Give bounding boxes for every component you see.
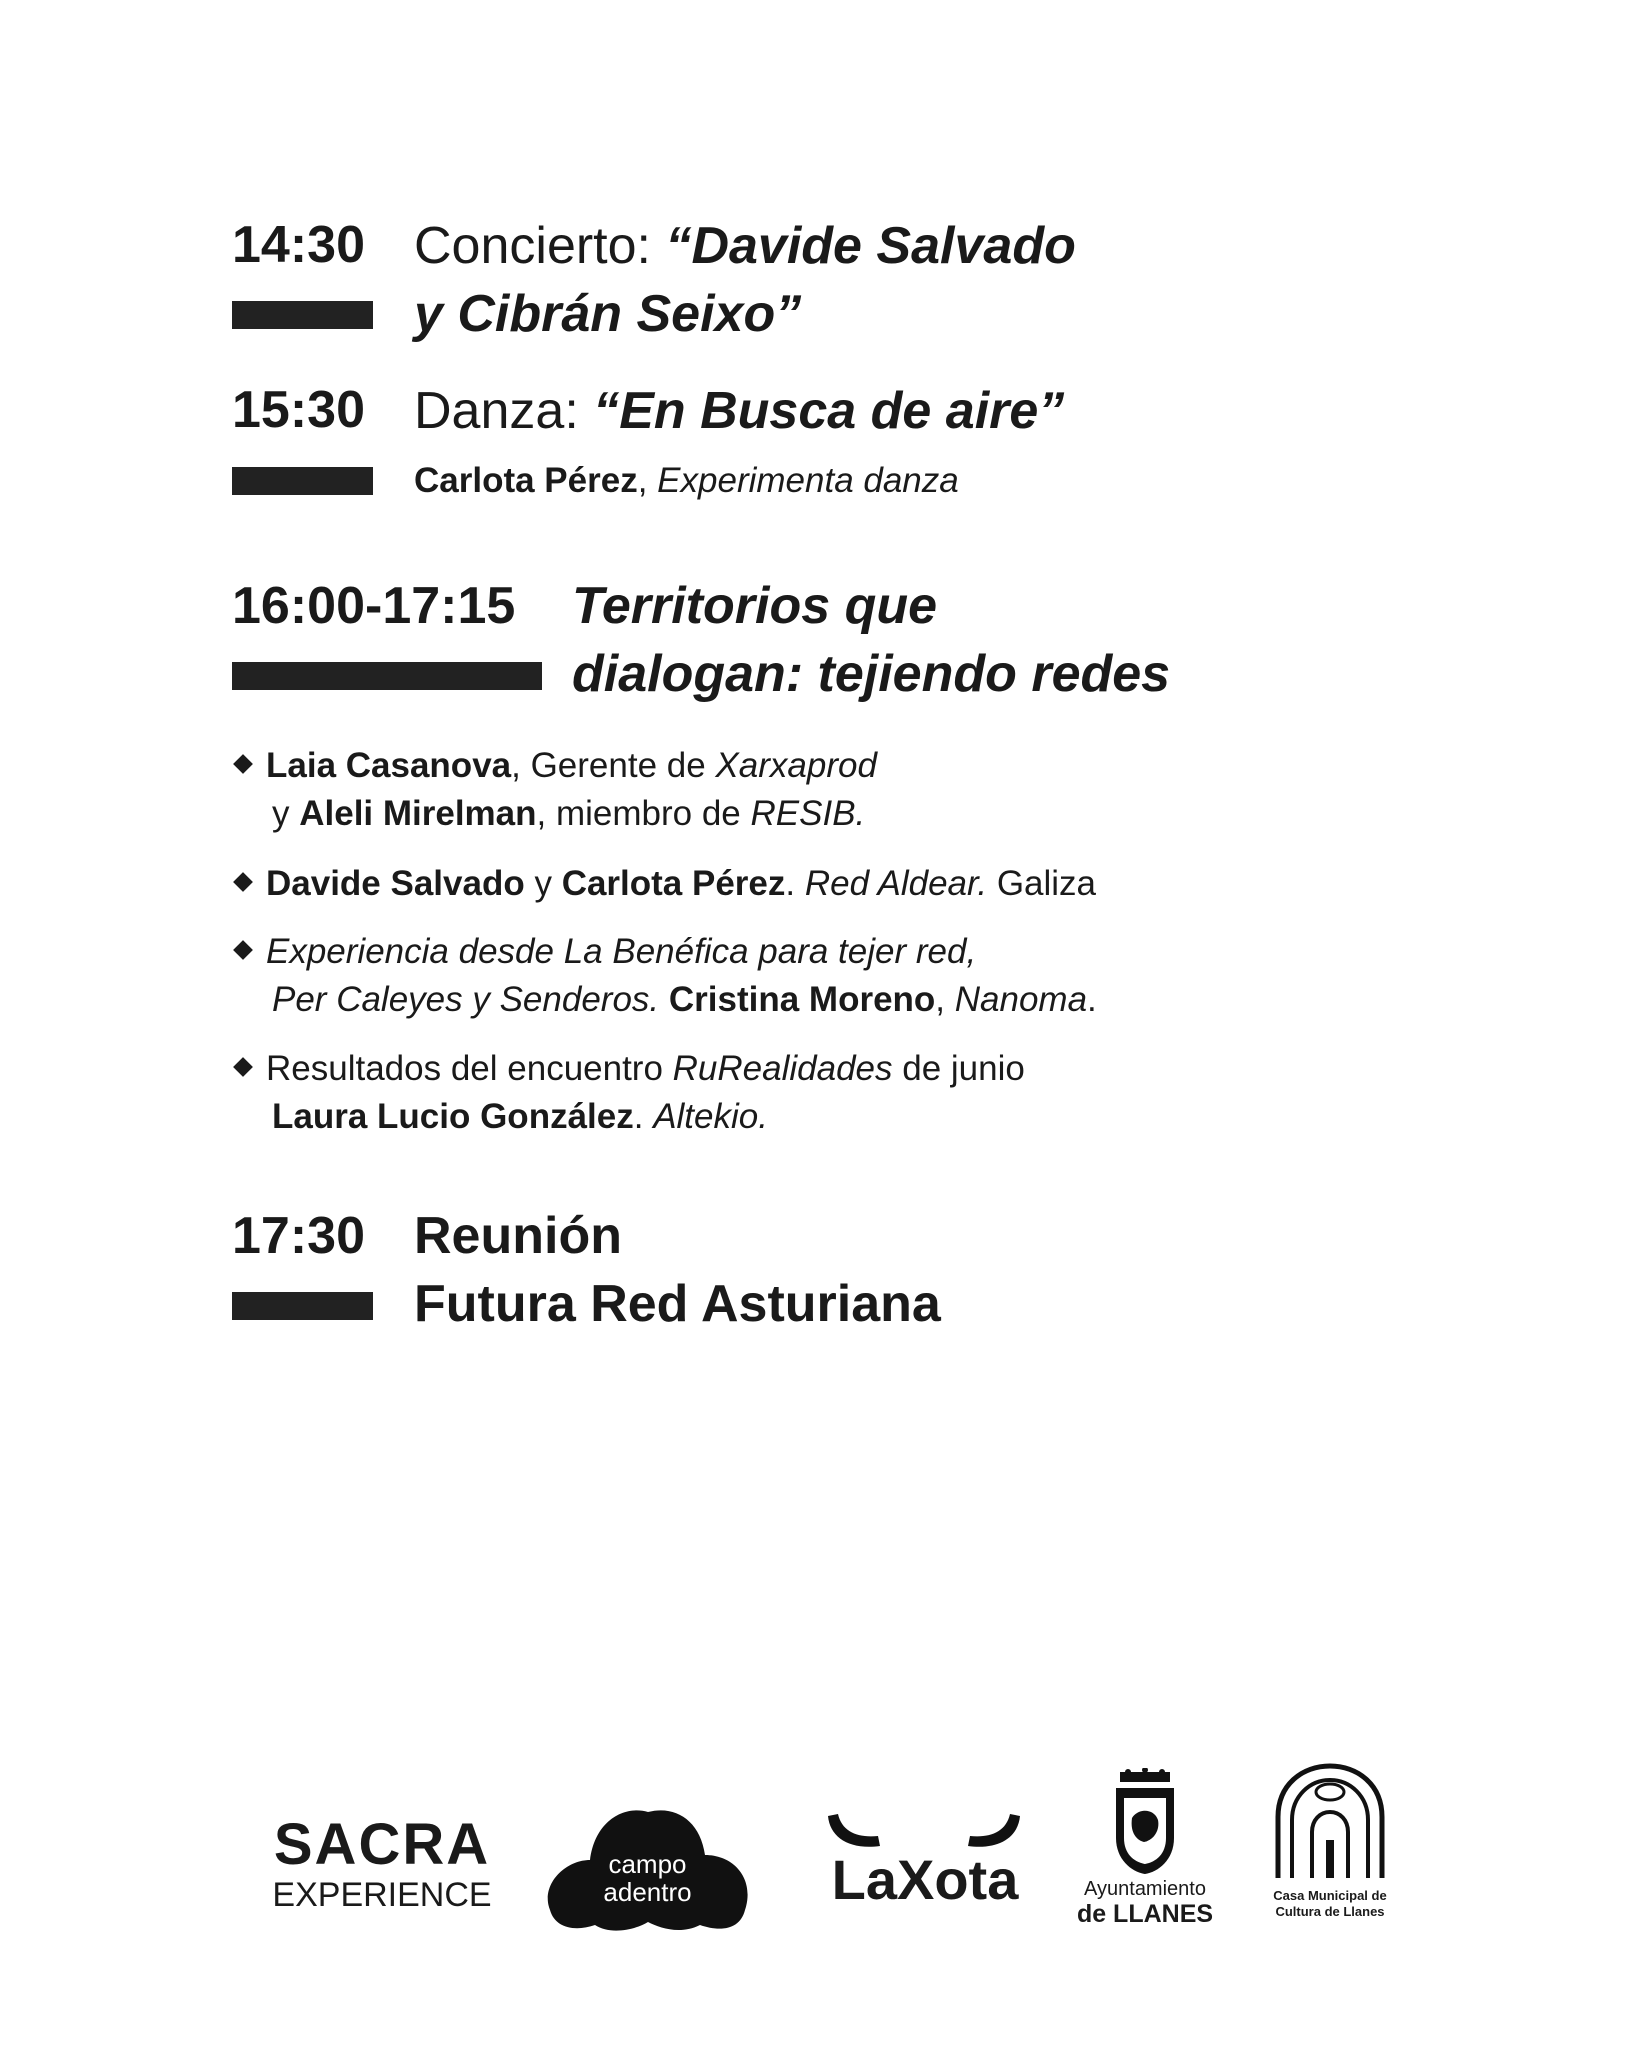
organization: Red Aldear. — [804, 864, 988, 903]
talk-title: Experiencia desde La Benéfica para tejer red, — [266, 932, 977, 971]
time-bar — [232, 1292, 373, 1320]
separator: . — [633, 1097, 654, 1136]
time-1730: 17:30 — [232, 1207, 365, 1265]
concert-name-line2: y Cibrán Seixo” — [414, 285, 802, 343]
organization: Nanoma — [954, 980, 1088, 1019]
time-1530: 15:30 — [232, 381, 365, 439]
concert-name-line1: “Davide Salvado — [665, 217, 1076, 275]
concert-label: Concierto: — [414, 217, 666, 275]
ayuntamiento-line2: de LLANES — [1076, 1900, 1214, 1928]
region: Galiza — [987, 864, 1097, 903]
separator: . — [785, 864, 805, 903]
time-1430: 14:30 — [232, 216, 365, 274]
campo-line2: adentro — [603, 1877, 692, 1907]
ayuntamiento-llanes-logo — [1060, 1768, 1230, 1928]
talk-title: de junio — [892, 1049, 1025, 1088]
separator: , — [935, 980, 955, 1019]
period: . — [1087, 980, 1097, 1019]
diamond-bullet-icon — [233, 754, 253, 774]
speaker-role: , miembro de — [536, 794, 751, 833]
organization: Altekio. — [653, 1097, 768, 1136]
speaker-name: Davide Salvado — [266, 864, 525, 903]
speaker-name: Aleli Mirelman — [299, 794, 537, 833]
dance-performer: Carlota Pérez — [414, 461, 638, 500]
list-item — [236, 1045, 1025, 1141]
speaker-name: Cristina Moreno — [668, 980, 936, 1019]
conjunction: y — [524, 864, 562, 903]
speaker-name: Laia Casanova — [266, 746, 512, 785]
talk-title: Per Caleyes y Senderos. — [272, 980, 660, 1019]
panel-title-line1: Territorios que — [572, 577, 938, 635]
list-item — [236, 860, 1096, 908]
list-item — [236, 742, 877, 838]
event-name: RuRealidades — [672, 1049, 893, 1088]
campo-line1: campo — [608, 1849, 687, 1879]
arch-building-icon — [1268, 1762, 1392, 1880]
sacra-logo — [262, 1812, 502, 1915]
time-bar — [232, 662, 542, 690]
diamond-bullet-icon — [233, 940, 253, 960]
conjunction: y — [272, 794, 300, 833]
talk-title: Resultados del encuentro — [266, 1049, 673, 1088]
time-bar — [232, 467, 373, 495]
sacra-wordmark: SACRA — [273, 1812, 491, 1877]
speaker-name: Laura Lucio González — [272, 1097, 634, 1136]
concert-title — [414, 212, 1076, 348]
meeting-title-line2: Futura Red Asturiana — [414, 1275, 941, 1333]
organization: Xarxaprod — [715, 746, 877, 785]
list-item — [236, 928, 1097, 1024]
laxota-logo — [820, 1808, 1030, 1918]
dance-name: “En Busca de aire” — [593, 382, 1065, 440]
diamond-bullet-icon — [233, 872, 253, 892]
meeting-title — [414, 1202, 941, 1338]
speaker-name: Carlota Pérez — [561, 864, 786, 903]
time-bar — [232, 301, 373, 329]
dance-company: Experimenta danza — [657, 461, 959, 500]
ayuntamiento-line1: Ayuntamiento — [1084, 1878, 1206, 1900]
diamond-bullet-icon — [233, 1057, 253, 1077]
casa-line2: Cultura de Llanes — [1275, 1904, 1385, 1919]
laxota-wordmark: LaXota — [831, 1848, 1019, 1911]
coat-of-arms-icon — [1110, 1768, 1180, 1876]
dance-title — [414, 377, 1064, 445]
dance-label: Danza: — [414, 382, 594, 440]
separator: , — [637, 461, 658, 500]
panel-title — [572, 572, 1170, 708]
campo-adentro-logo — [540, 1800, 755, 1935]
time-1600-1715: 16:00-17:15 — [232, 577, 516, 635]
organization: RESIB. — [750, 794, 866, 833]
speaker-role: , Gerente de — [511, 746, 716, 785]
panel-title-line2: dialogan: tejiendo redes — [572, 645, 1171, 703]
meeting-title-line1: Reunión — [414, 1207, 622, 1265]
dance-credit — [414, 458, 959, 504]
casa-cultura-logo — [1250, 1762, 1410, 1927]
sacra-subtitle: EXPERIENCE — [272, 1876, 492, 1914]
casa-line1: Casa Municipal de — [1273, 1888, 1387, 1903]
